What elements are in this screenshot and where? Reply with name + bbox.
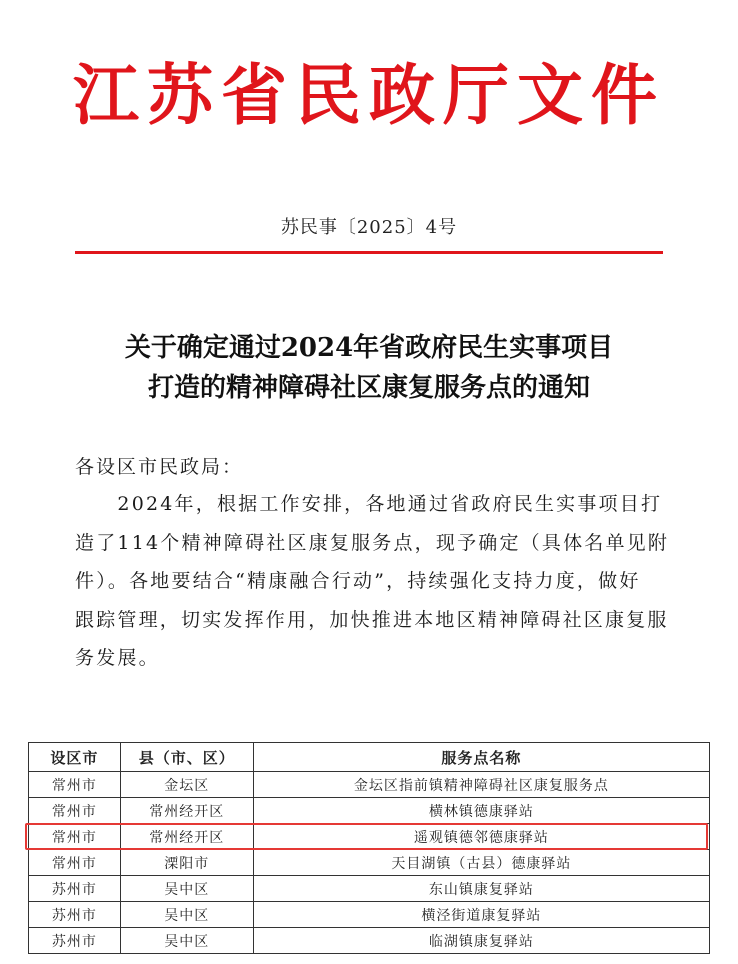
header-city: 设区市: [29, 743, 121, 772]
header-service-point: 服务点名称: [253, 743, 709, 772]
body-line: 造了114个精神障碍社区康复服务点，现予确定（具体名单见附: [75, 531, 670, 554]
cell-county: 吴中区: [120, 902, 253, 928]
cell-county: 吴中区: [120, 876, 253, 902]
table-row: [29, 902, 710, 928]
body-line: 务发展。: [75, 647, 160, 669]
table-row: [29, 850, 710, 876]
service-point-table: [28, 742, 710, 954]
table-row-highlighted: [29, 824, 710, 850]
cell-service-point: 遥观镇德邻德康驿站: [253, 824, 709, 850]
header-red-divider: [75, 251, 663, 254]
cell-city: 常州市: [29, 798, 121, 824]
cell-county: 吴中区: [120, 928, 253, 954]
notice-title-line-1: 关于确定通过2024年省政府民生实事项目: [124, 333, 614, 363]
table-row: [29, 928, 710, 954]
table-row: [29, 772, 710, 798]
cell-service-point: 金坛区指前镇精神障碍社区康复服务点: [253, 772, 709, 798]
cell-city: 常州市: [29, 824, 121, 850]
table-row: [29, 798, 710, 824]
notice-title-line-2: 打造的精神障碍社区康复服务点的通知: [147, 373, 590, 403]
cell-service-point: 天目湖镇（古县）德康驿站: [253, 850, 709, 876]
cell-service-point: 东山镇康复驿站: [253, 876, 709, 902]
body-line: 件）。各地要结合“精康融合行动”，持续强化支持力度，做好: [75, 570, 641, 592]
cell-county: 常州经开区: [120, 798, 253, 824]
cell-county: 常州经开区: [120, 824, 253, 850]
cell-city: 苏州市: [29, 928, 121, 954]
document-header-title: 江苏省民政厅文件: [73, 56, 665, 134]
header-county: 县（市、区）: [120, 743, 253, 772]
cell-city: 常州市: [29, 772, 121, 798]
body-line: 跟踪管理，切实发挥作用，加快推进本地区精神障碍社区康复服: [75, 608, 669, 631]
cell-city: 苏州市: [29, 876, 121, 902]
cell-county: 金坛区: [120, 772, 253, 798]
document-number: 苏民事〔2025〕4号: [280, 217, 458, 238]
salutation: 各设区市民政局：: [75, 456, 244, 478]
cell-county: 溧阳市: [120, 850, 253, 876]
cell-city: 苏州市: [29, 902, 121, 928]
cell-service-point: 临湖镇康复驿站: [253, 928, 709, 954]
table-row: [29, 876, 710, 902]
notice-body: [75, 485, 670, 678]
notice-title: [0, 328, 738, 408]
cell-service-point: 横林镇德康驿站: [253, 798, 709, 824]
table-header-row: [29, 743, 710, 772]
cell-service-point: 横泾街道康复驿站: [253, 902, 709, 928]
cell-city: 常州市: [29, 850, 121, 876]
body-line: 2024年，根据工作安排，各地通过省政府民生实事项目打: [75, 493, 663, 515]
